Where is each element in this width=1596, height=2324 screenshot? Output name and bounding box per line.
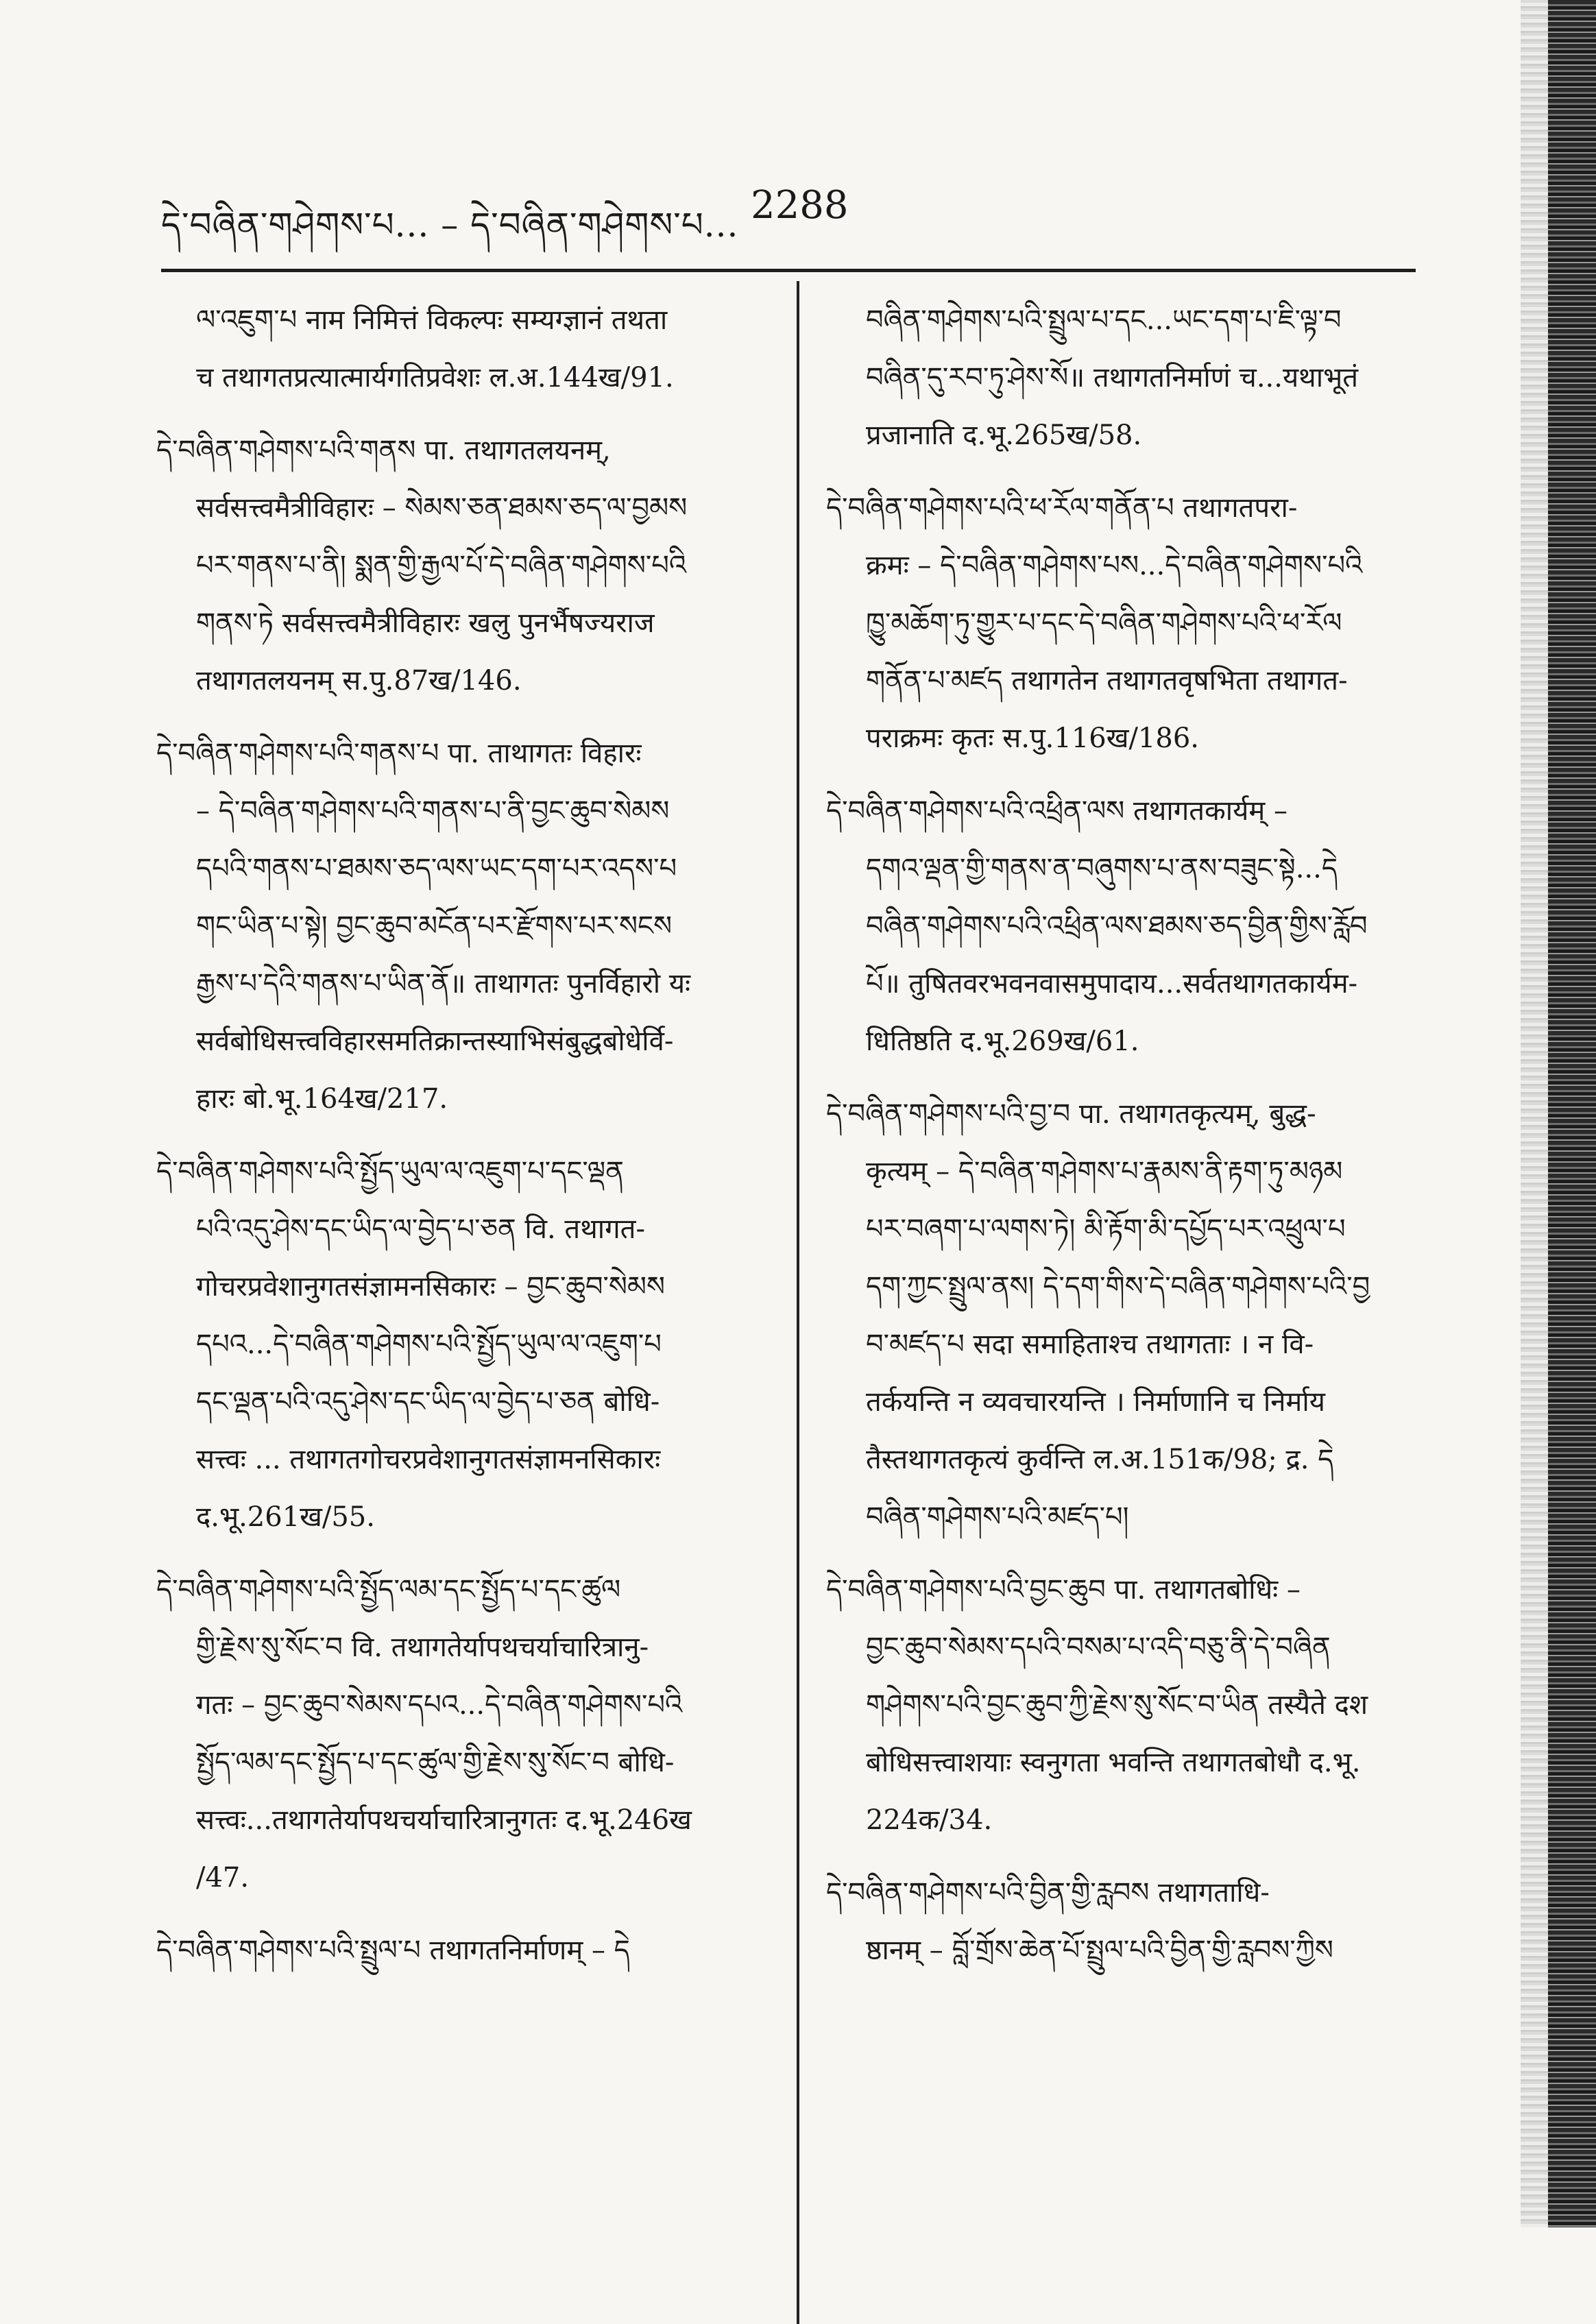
entry-line: གང་ཡིན་པ་སྟེ། བྱང་ཆུབ་མངོན་པར་རྫོགས་པར་སངས (196, 910, 673, 942)
entry-line: च तथागतप्रत्यात्मार्यगतिप्रवेशः ल.अ.144ख/91. (196, 362, 674, 394)
entry-line: གཤེགས་པའི་བྱང་ཆུབ་ཀྱི་རྗེས་སུ་སོང་བ་ཡིན तस्यैते दश (866, 1689, 1368, 1721)
dictionary-entry (156, 1922, 760, 1979)
entry-line: སྤྱོད་ལམ་དང་སྤྱོད་པ་དང་ཚུལ་གྱི་རྗེས་སུ་སོང་བ बोधि- (196, 1747, 675, 1778)
entry-line: गोचरप्रवेशानुगतसंज्ञामनसिकारः – བྱང་ཆུབ་སེམས (196, 1271, 665, 1303)
entry-line: བཞིན་གཤེགས་པའི་མཛད་པ། (866, 1501, 1129, 1533)
entry-headword-line: དེ་བཞིན་གཤེགས་པའི་བྱ་བ पा. तथागतकृत्यम्, बुद्ध- (826, 1098, 1316, 1130)
entry-line: /47. (196, 1862, 250, 1893)
entry-line: हारः बो.भू.164ख/217. (196, 1083, 448, 1115)
header-rule (161, 269, 1416, 272)
entry-line: बोधिसत्त्वाशयाः स्वनुगता भवन्ति तथागतबोधौ द.भू. (866, 1747, 1361, 1778)
entry-line: དགའ་ལྡན་གྱི་གནས་ན་བཞུགས་པ་ནས་བཟུང་སྟེ...དེ (866, 853, 1338, 884)
entry-headword-line: དེ་བཞིན་གཤེགས་པའི་ཕ་རོལ་གནོན་པ तथागतपरा- (826, 492, 1298, 524)
dictionary-entry (156, 422, 760, 710)
entry-line: དག་ཀྱང་སྤྲུལ་ནས། དེ་དག་གིས་དེ་བཞིན་གཤེགས་པའི་བྱ (866, 1271, 1370, 1303)
running-title: དེ་བཞིན་གཤེགས་པ... – དེ་བཞིན་གཤེགས་པ... (161, 205, 739, 245)
entry-line: तर्कयन्ति न व्यवचारयन्ति । निर्माणानि च निर्माय (866, 1386, 1325, 1418)
entry-line: ཁྱུ་མཆོག་ཏུ་གྱུར་པ་དང་དེ་བཞིན་གཤེགས་པའི་ཕ་རོལ (866, 607, 1342, 639)
entry-line: གནོན་པ་མཛད तथागतेन तथागतवृषभिता तथागत- (866, 665, 1348, 697)
entry-line: सत्त्वः...तथागतेर्यापथचर्याचारित्रानुगतः द.भू.246ख (196, 1804, 692, 1836)
entry-line: प्रजानाति द.भू.265ख/58. (866, 420, 1142, 451)
entry-line: གྱི་རྗེས་སུ་སོང་བ वि. तथागतेर्यापथचर्याचारित्रानु- (196, 1632, 649, 1663)
entry-line: ལ་འཇུག་པ नाम निमित्तं विकल्पः सम्यग्ज्ञानं तथता (196, 304, 668, 336)
dictionary-entry (826, 1561, 1429, 1849)
dictionary-entry (826, 479, 1429, 767)
entry-line: गतः – བྱང་ཆུབ་སེམས་དཔའ...དེ་བཞིན་གཤེགས་པའི (196, 1689, 683, 1721)
entry-line: དཔའ...དེ་བཞིན་གཤེགས་པའི་སྤྱོད་ཡུལ་ལ་འཇུག་པ (196, 1329, 662, 1360)
entry-line: བཞིན་དུ་རབ་ཏུ་ཤེས་སོ॥ तथागतनिर्माणं च...यथाभूतं (866, 362, 1359, 394)
dictionary-entry (156, 725, 760, 1128)
entry-headword-line: དེ་བཞིན་གཤེགས་པའི་སྤྱོད་ཡུལ་ལ་འཇུག་པ་དང་ལྡན (156, 1156, 624, 1187)
entry-line: པར་གནས་པ་ནི། སྨན་གྱི་རྒྱལ་པོ་དེ་བཞིན་གཤེགས་པའི (196, 550, 687, 581)
entry-line: सर्वबोधिसत्त्वविहारसमतिक्रान्तस्याभिसंबुद्धबोधेर्वि- (196, 1026, 674, 1057)
right-column (826, 291, 1429, 1994)
page-number: 2288 (751, 183, 849, 228)
column-divider (797, 281, 799, 2324)
entry-headword-line: དེ་བཞིན་གཤེགས་པའི་སྤྲུལ་པ तथागतनिर्माणम् – དེ (156, 1935, 630, 1966)
entry-headword-line: དེ་བཞིན་གཤེགས་པའི་སྤྱོད་ལམ་དང་སྤྱོད་པ་དང་ཚུལ (156, 1574, 621, 1606)
entry-line: तैस्तथागतकृत्यं कुर्वन्ति ल.अ.151क/98; द्र. དེ (866, 1444, 1334, 1475)
entry-line: ष्ठानम् – བློ་གྲོས་ཆེན་པོ་སྤྲུལ་པའི་བྱིན་གྱི་རླབས་ཀྱིས (866, 1935, 1333, 1966)
entry-continuation (826, 291, 1429, 464)
dictionary-entry (826, 1864, 1429, 1979)
entry-line: བྱང་ཆུབ་སེམས་དཔའི་བསམ་པ་འདི་བཅུ་ནི་དེ་བཞིན (866, 1632, 1331, 1663)
entry-line: པར་བཞག་པ་ལགས་ཏེ། མི་རྟོག་མི་དཔྱོད་པར་འཕྲུལ་པ (866, 1213, 1346, 1245)
dictionary-entry (156, 1561, 760, 1907)
entry-headword-line: དེ་བཞིན་གཤེགས་པའི་བྱང་ཆུབ पा. तथागतबोधिः – (826, 1574, 1301, 1606)
entry-headword-line: དེ་བཞིན་གཤེགས་པའི་འཕྲིན་ལས तथागतकार्यम् – (826, 795, 1287, 827)
entry-line: བ་མཛད་པ सदा समाहिताश्च तथागताः । न वि- (866, 1329, 1314, 1360)
entry-line: सर्वसत्त्वमैत्रीविहारः – སེམས་ཅན་ཐམས་ཅད་ལ་བྱམས (196, 492, 688, 524)
entry-headword-line: དེ་བཞིན་གཤེགས་པའི་གནས་པ पा. ताथागतः विहारः (156, 738, 642, 769)
entry-line: གནས་ཏེ सर्वसत्त्वमैत्रीविहारः खलु पुनर्भैषज्यराज (196, 607, 655, 639)
entry-line: कृत्यम् – དེ་བཞིན་གཤེགས་པ་རྣམས་ནི་རྟག་ཏུ་མཉམ (866, 1156, 1343, 1187)
page-edge-binding (1548, 0, 1596, 2227)
entry-headword-line: དེ་བཞིན་གཤེགས་པའི་གནས पा. तथागतलयनम्, (156, 435, 611, 466)
entry-line: पराक्रमः कृतः स.पु.116ख/186. (866, 723, 1199, 754)
entry-line: क्रमः – དེ་བཞིན་གཤེགས་པས...དེ་བཞིན་གཤེགས་པའི (866, 550, 1363, 581)
dictionary-entry (826, 782, 1429, 1070)
entry-line: सत्त्वः ... तथागतगोचरप्रवेशानुगतसंज्ञामनसिकारः (196, 1444, 661, 1475)
entry-line: བཞིན་གཤེགས་པའི་སྤྲུལ་པ་དང...ཡང་དག་པ་ཇི་ལྟ་བ (866, 304, 1342, 336)
entry-headword-line: དེ་བཞིན་གཤེགས་པའི་བྱིན་གྱི་རླབས तथागताधि- (826, 1877, 1270, 1909)
page-edge-shadow (1521, 0, 1548, 2227)
dictionary-entry (156, 1143, 760, 1546)
page-header (161, 175, 1423, 245)
entry-line: རྒྱས་པ་དེའི་གནས་པ་ཡིན་ནོ॥ ताथागतः पुनर्विहारो यः (196, 968, 691, 1000)
entry-line: དཔའི་གནས་པ་ཐམས་ཅད་ལས་ཡང་དག་པར་འདས་པ (196, 853, 677, 884)
left-column (156, 291, 760, 1994)
entry-line: པོ॥ तुषितवरभवनवासमुपादाय...सर्वतथागतकार्यम- (866, 968, 1358, 1000)
entry-continuation (156, 291, 760, 407)
entry-line: བཞིན་གཤེགས་པའི་འཕྲིན་ལས་ཐམས་ཅད་བྱིན་གྱིས་རློབ (866, 910, 1368, 942)
entry-line: धितिष्ठति द.भू.269ख/61. (866, 1026, 1139, 1057)
entry-line: तथागतलयनम् स.पु.87ख/146. (196, 665, 522, 697)
entry-line: དང་ལྡན་པའི་འདུ་ཤེས་དང་ཡིད་ལ་བྱེད་པ་ཅན बोधि- (196, 1386, 660, 1418)
entry-line: – དེ་བཞིན་གཤེགས་པའི་གནས་པ་ནི་བྱང་ཆུབ་སེམས (196, 795, 670, 827)
entry-line: 224क/34. (866, 1804, 993, 1836)
dictionary-entry (826, 1085, 1429, 1546)
entry-line: द.भू.261ख/55. (196, 1501, 375, 1533)
entry-line: པའི་འདུ་ཤེས་དང་ཡིད་ལ་བྱེད་པ་ཅན वि. तथागत- (196, 1213, 645, 1245)
